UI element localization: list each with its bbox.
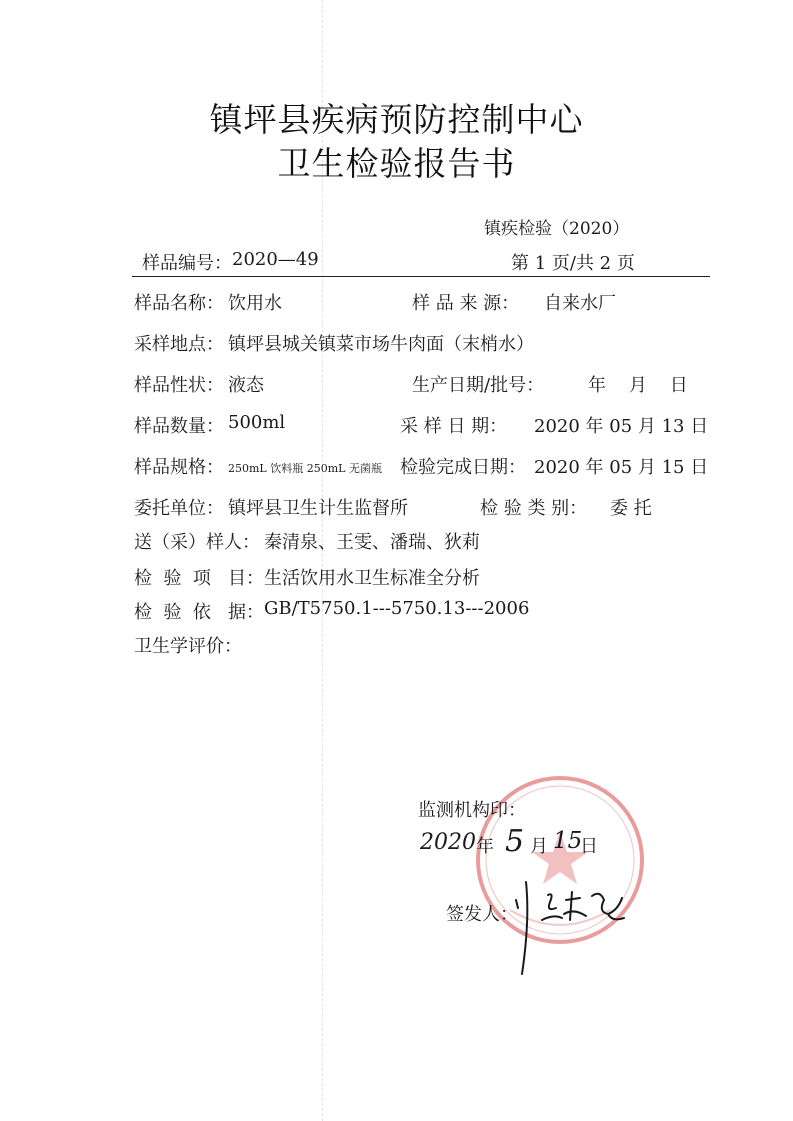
category-label: 检 验 类 别： bbox=[480, 498, 588, 519]
sample-name: 饮用水 bbox=[228, 293, 282, 314]
sample-name-label: 样品名称： bbox=[134, 293, 224, 314]
sample-state-label: 样品性状： bbox=[134, 375, 224, 396]
date-month-hw: 5 bbox=[505, 824, 525, 859]
sampling-date: 2020 年 05 月 13 日 bbox=[534, 416, 709, 437]
sampling-site-label: 采样地点： bbox=[134, 334, 224, 355]
prod-date-label: 生产日期/批号： bbox=[412, 375, 545, 396]
basis-label: 检 验 依 据： bbox=[134, 602, 265, 623]
header-rule bbox=[132, 276, 710, 277]
sampling-date-label: 采 样 日 期： bbox=[400, 416, 508, 437]
signature-icon bbox=[508, 870, 638, 980]
date-day-label: 日 bbox=[580, 836, 598, 857]
page-info: 第 1 页/共 2 页 bbox=[511, 253, 635, 274]
sender-label: 送（采）样人： bbox=[134, 532, 260, 553]
doc-number: 镇疾检验（2020） bbox=[484, 219, 630, 239]
sample-no: 2020—49 bbox=[232, 249, 319, 270]
date-year-hw: 2020 bbox=[420, 830, 476, 855]
evaluation-label: 卫生学评价： bbox=[134, 636, 242, 657]
category: 委 托 bbox=[610, 498, 652, 519]
org-title: 镇坪县疾病预防控制中心 bbox=[209, 100, 584, 139]
sample-state: 液态 bbox=[228, 375, 264, 396]
client-label: 委托单位： bbox=[134, 498, 224, 519]
finish-date-label: 检验完成日期： bbox=[400, 457, 526, 478]
quantity-label: 样品数量： bbox=[134, 416, 224, 437]
seal-label: 监测机构印： bbox=[418, 800, 526, 821]
sample-no-label: 样品编号： bbox=[142, 253, 232, 274]
finish-date: 2020 年 05 月 15 日 bbox=[534, 457, 709, 478]
items-label: 检 验 项 目： bbox=[134, 568, 265, 589]
sampling-site: 镇坪县城关镇菜市场牛肉面（末梢水） bbox=[228, 334, 534, 355]
report-title: 卫生检验报告书 bbox=[277, 144, 516, 183]
basis: GB/T5750.1---5750.13---2006 bbox=[264, 598, 530, 619]
date-year-label: 年 bbox=[476, 836, 494, 857]
items: 生活饮用水卫生标准全分析 bbox=[264, 568, 480, 589]
date-month-label: 月 bbox=[530, 836, 548, 857]
quantity: 500ml bbox=[228, 412, 286, 433]
date-day-hw: 15 bbox=[553, 828, 583, 854]
issuer-label: 签发人： bbox=[446, 904, 518, 925]
sample-source-label: 样 品 来 源： bbox=[412, 293, 520, 314]
sender: 秦清泉、王雯、潘瑞、狄莉 bbox=[264, 532, 480, 553]
spec-label: 样品规格： bbox=[134, 457, 224, 478]
client: 镇坪县卫生计生监督所 bbox=[228, 498, 408, 519]
spec: 250mL 饮料瓶 250mL 无菌瓶 bbox=[228, 462, 382, 475]
prod-date-blank: 年 月 日 bbox=[588, 375, 688, 396]
sample-source: 自来水厂 bbox=[544, 293, 616, 314]
